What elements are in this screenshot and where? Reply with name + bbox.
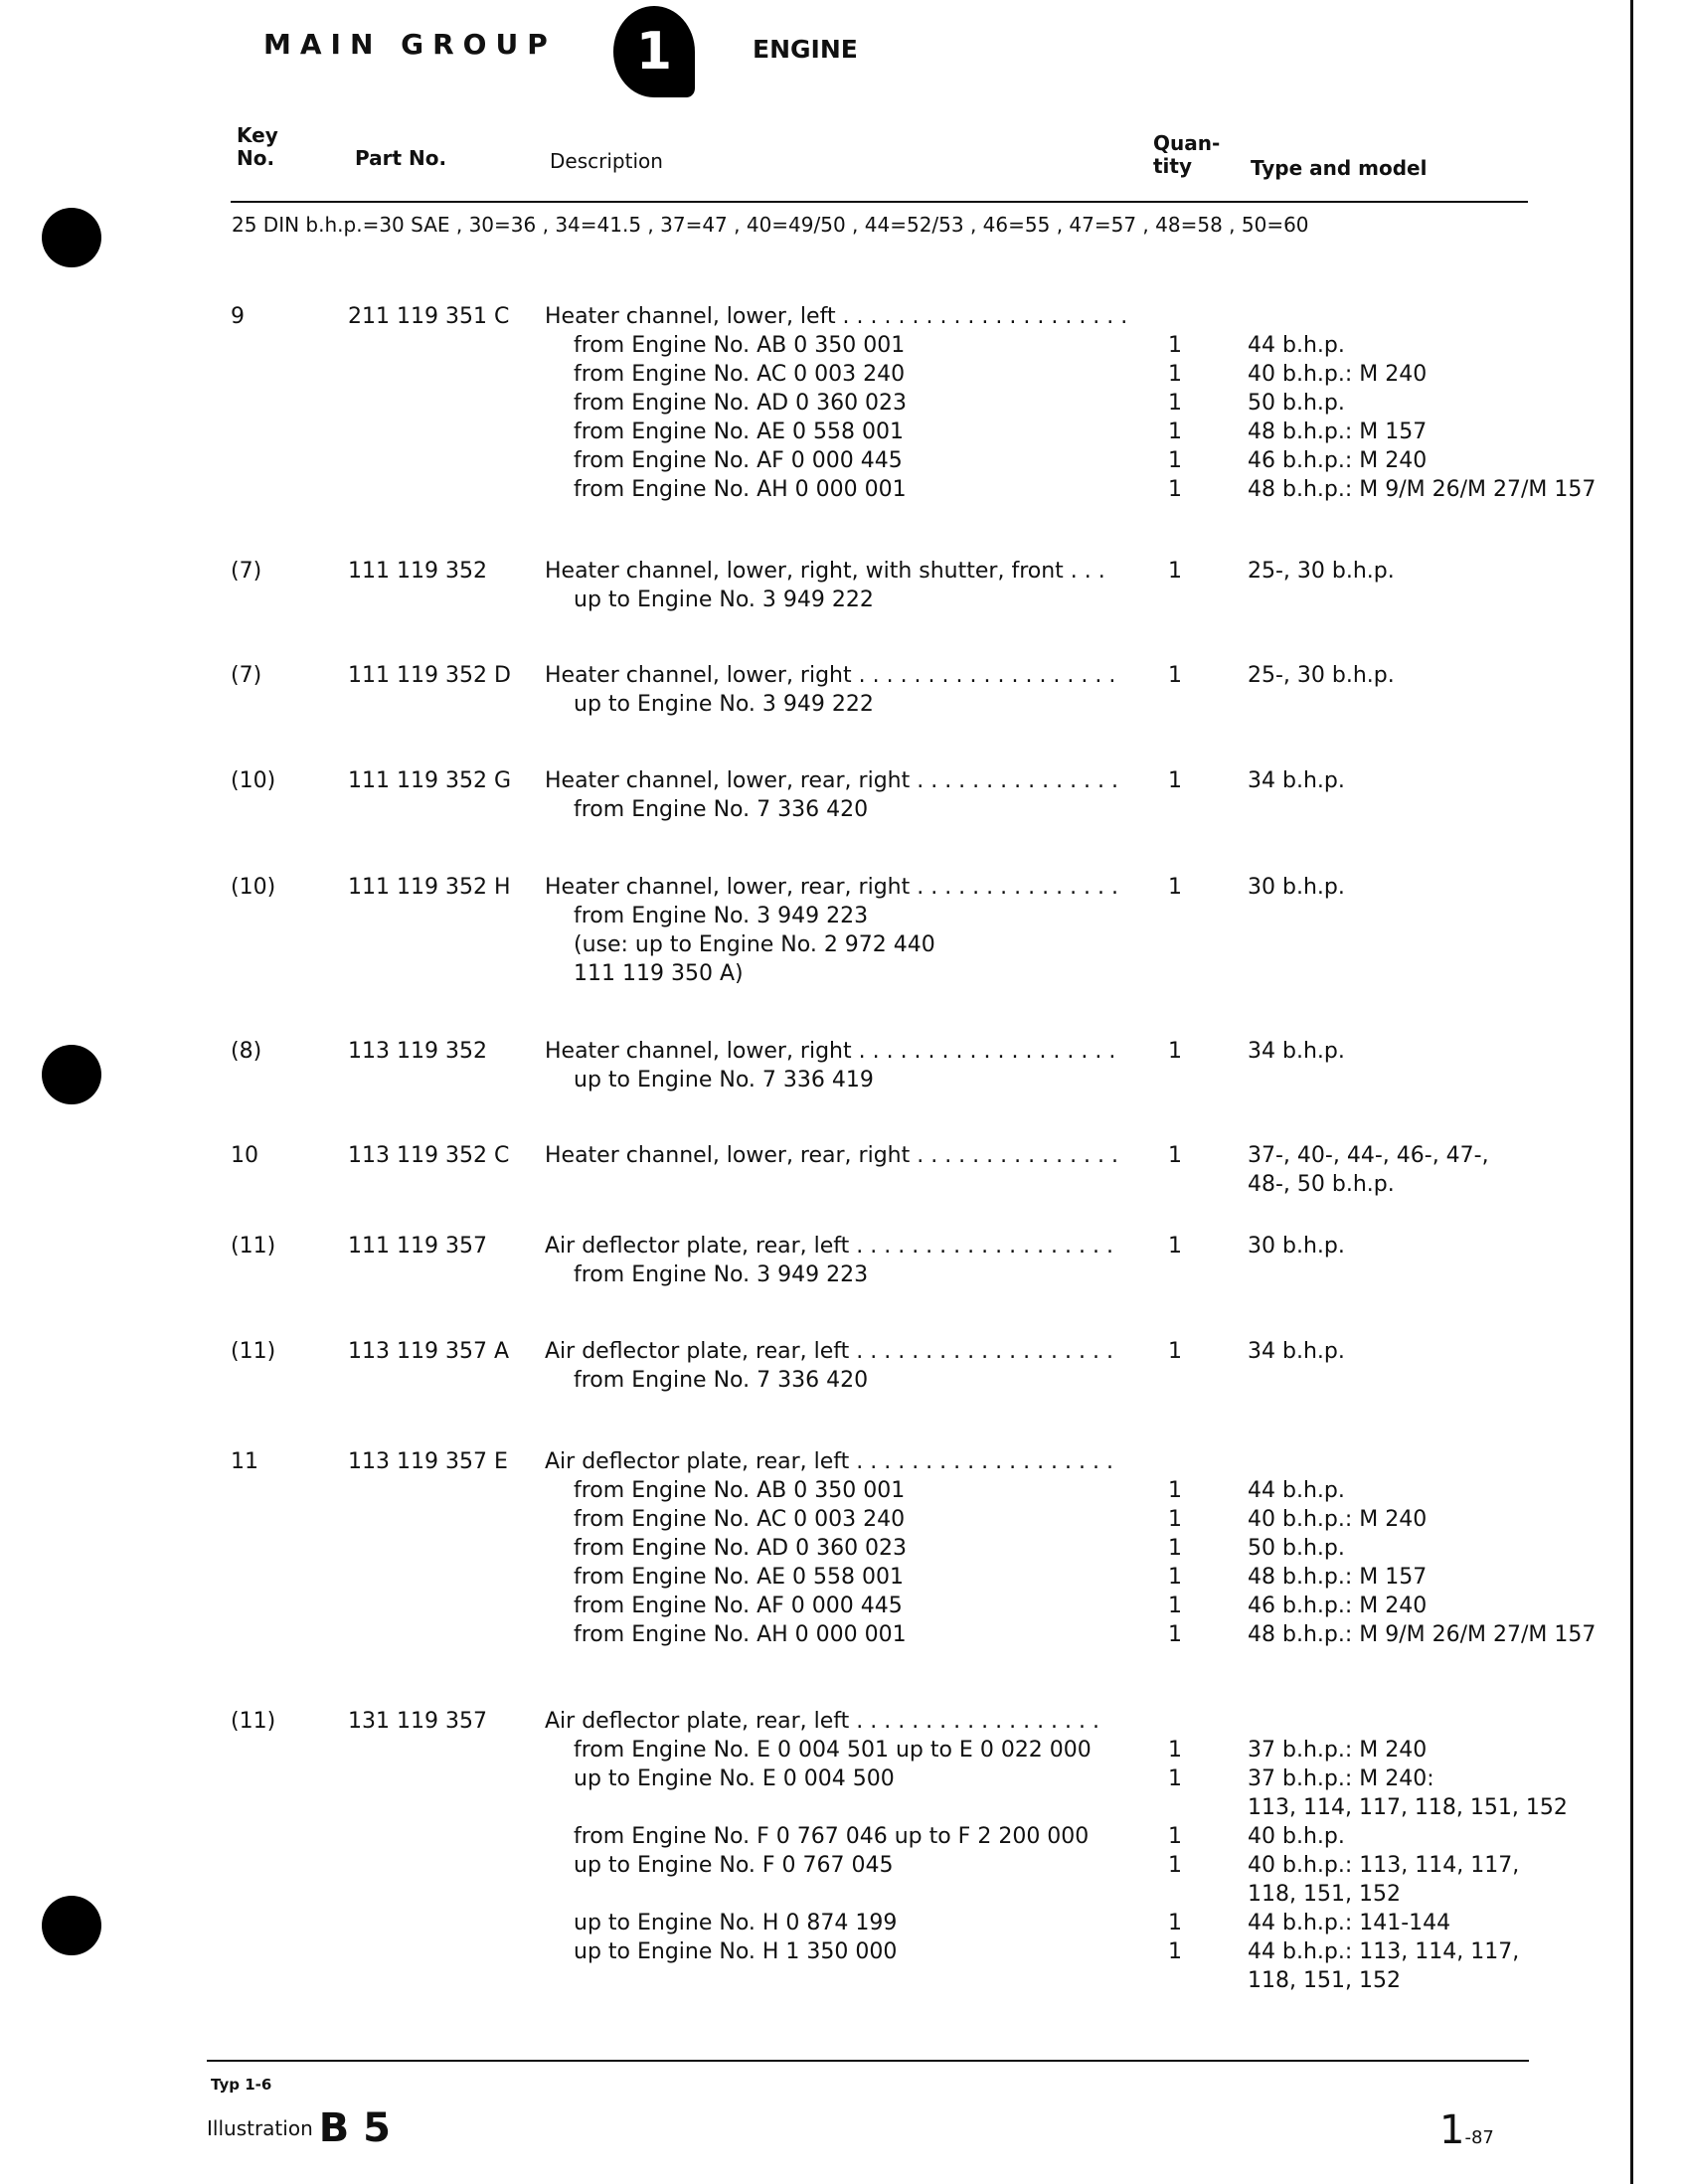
- part-no: 111 119 352 H: [348, 875, 511, 900]
- entry-row: [0, 333, 1683, 362]
- entry-row: [0, 1262, 1683, 1291]
- part-entry: [0, 1339, 1683, 1397]
- description: from Engine No. AF 0 000 445: [574, 448, 903, 473]
- type-model: 44 b.h.p.: 141-144: [1248, 1911, 1451, 1935]
- entry-row: [0, 1709, 1683, 1738]
- quantity: 1: [1168, 333, 1182, 358]
- type-model: 25-, 30 b.h.p.: [1248, 559, 1395, 584]
- entry-row: [0, 304, 1683, 333]
- part-no: 131 119 357: [348, 1709, 487, 1734]
- part-entry: [0, 559, 1683, 616]
- type-model: 40 b.h.p.: M 240: [1248, 362, 1428, 387]
- quantity: 1: [1168, 1594, 1182, 1618]
- quantity: 1: [1168, 768, 1182, 793]
- page-number: 1-87: [1439, 2107, 1494, 2153]
- quantity: 1: [1168, 1939, 1182, 1964]
- entry-row: [0, 1968, 1683, 1997]
- type-model: 37-, 40-, 44-, 46-, 47-,: [1248, 1143, 1489, 1168]
- part-no: 113 119 352 C: [348, 1143, 510, 1168]
- entry-row: [0, 1039, 1683, 1068]
- description: from Engine No. 7 336 420: [574, 1368, 869, 1393]
- group-number-badge: 1: [613, 6, 695, 97]
- quantity: 1: [1168, 448, 1182, 473]
- part-no: 111 119 352 G: [348, 768, 512, 793]
- key-no: (10): [231, 768, 276, 793]
- description: up to Engine No. H 0 874 199: [574, 1911, 898, 1935]
- quantity: 1: [1168, 1853, 1182, 1878]
- main-group-title: MAIN GROUP: [263, 28, 557, 61]
- quantity: 1: [1168, 875, 1182, 900]
- description: up to Engine No. H 1 350 000: [574, 1939, 898, 1964]
- quantity: 1: [1168, 1622, 1182, 1647]
- entry-row: [0, 1565, 1683, 1594]
- type-model: 40 b.h.p.: [1248, 1824, 1345, 1849]
- part-entry: [0, 1039, 1683, 1096]
- type-model: 50 b.h.p.: [1248, 391, 1345, 416]
- description: from Engine No. 7 336 420: [574, 797, 869, 822]
- illustration-code: B 5: [318, 2105, 391, 2151]
- description: 111 119 350 A): [574, 961, 744, 986]
- type-model: 34 b.h.p.: [1248, 1339, 1345, 1364]
- type-model: 44 b.h.p.: [1248, 333, 1345, 358]
- entry-row: [0, 1939, 1683, 1968]
- type-model: 48 b.h.p.: M 9/M 26/M 27/M 157: [1248, 477, 1597, 502]
- footer-rule: [207, 2060, 1529, 2062]
- entry-row: [0, 559, 1683, 588]
- description: from Engine No. 3 949 223: [574, 904, 869, 928]
- quantity: 1: [1168, 1339, 1182, 1364]
- description: Heater channel, lower, rear, right . . . . . . . . . . . . . . .: [545, 1143, 1119, 1168]
- col-quantity: Quan- tity: [1153, 131, 1221, 178]
- key-no: 11: [231, 1449, 258, 1474]
- key-no: (11): [231, 1709, 276, 1734]
- entry-row: [0, 362, 1683, 391]
- description: up to Engine No. E 0 004 500: [574, 1766, 895, 1791]
- entry-row: [0, 1594, 1683, 1622]
- entry-row: [0, 1449, 1683, 1478]
- entry-row: [0, 1368, 1683, 1397]
- type-model: 44 b.h.p.: [1248, 1478, 1345, 1503]
- entry-row: [0, 663, 1683, 692]
- description: from Engine No. AE 0 558 001: [574, 420, 905, 444]
- entry-row: [0, 448, 1683, 477]
- part-no: 113 119 352: [348, 1039, 487, 1064]
- entry-row: [0, 391, 1683, 420]
- part-no: 111 119 352 D: [348, 663, 511, 688]
- key-no: (7): [231, 663, 262, 688]
- col-description: Description: [550, 149, 663, 173]
- type-model: 50 b.h.p.: [1248, 1536, 1345, 1561]
- type-model: 113, 114, 117, 118, 151, 152: [1248, 1795, 1568, 1820]
- entry-row: [0, 1536, 1683, 1565]
- description: Heater channel, lower, right . . . . . . . . . . . . . . . . . . .: [545, 1039, 1116, 1064]
- quantity: 1: [1168, 1478, 1182, 1503]
- col-type-model: Type and model: [1251, 156, 1428, 180]
- description: (use: up to Engine No. 2 972 440: [574, 932, 935, 957]
- description: from Engine No. E 0 004 501 up to E 0 022 000: [574, 1738, 1092, 1763]
- description: Heater channel, lower, rear, right . . . . . . . . . . . . . . .: [545, 875, 1119, 900]
- key-no: (7): [231, 559, 262, 584]
- entry-row: [0, 904, 1683, 932]
- description: from Engine No. AB 0 350 001: [574, 1478, 906, 1503]
- quantity: 1: [1168, 1738, 1182, 1763]
- entry-row: [0, 1738, 1683, 1766]
- part-entry: [0, 304, 1683, 506]
- description: from Engine No. AD 0 360 023: [574, 1536, 908, 1561]
- entry-row: [0, 420, 1683, 448]
- type-model: 48 b.h.p.: M 157: [1248, 420, 1428, 444]
- entry-row: [0, 875, 1683, 904]
- description: Heater channel, lower, right, with shutter, front . . .: [545, 559, 1105, 584]
- key-no: 10: [231, 1143, 258, 1168]
- quantity: 1: [1168, 1824, 1182, 1849]
- entry-row: [0, 1795, 1683, 1824]
- entry-row: [0, 1824, 1683, 1853]
- key-no: 9: [231, 304, 245, 329]
- key-no: (11): [231, 1234, 276, 1259]
- part-no: 111 119 352: [348, 559, 487, 584]
- description: Air deflector plate, rear, left . . . . . . . . . . . . . . . . . . .: [545, 1449, 1113, 1474]
- entry-row: [0, 1143, 1683, 1172]
- entry-row: [0, 1507, 1683, 1536]
- quantity: 1: [1168, 362, 1182, 387]
- punch-hole: [42, 208, 101, 267]
- type-model: 37 b.h.p.: M 240: [1248, 1738, 1428, 1763]
- quantity: 1: [1168, 1565, 1182, 1590]
- description: Air deflector plate, rear, left . . . . . . . . . . . . . . . . . . .: [545, 1339, 1113, 1364]
- type-model: 48-, 50 b.h.p.: [1248, 1172, 1395, 1197]
- part-entry: [0, 1143, 1683, 1201]
- part-no: 211 119 351 C: [348, 304, 510, 329]
- description: up to Engine No. 3 949 222: [574, 588, 874, 612]
- quantity: 1: [1168, 1143, 1182, 1168]
- quantity: 1: [1168, 477, 1182, 502]
- quantity: 1: [1168, 1039, 1182, 1064]
- entry-row: [0, 692, 1683, 721]
- type-model: 46 b.h.p.: M 240: [1248, 1594, 1428, 1618]
- header-rule: [231, 201, 1528, 203]
- quantity: 1: [1168, 420, 1182, 444]
- quantity: 1: [1168, 1507, 1182, 1532]
- part-entry: [0, 768, 1683, 826]
- part-no: 113 119 357 A: [348, 1339, 510, 1364]
- type-model: 118, 151, 152: [1248, 1968, 1401, 1993]
- entry-row: [0, 1234, 1683, 1262]
- type-model: 48 b.h.p.: M 9/M 26/M 27/M 157: [1248, 1622, 1597, 1647]
- quantity: 1: [1168, 1766, 1182, 1791]
- description: Heater channel, lower, rear, right . . . . . . . . . . . . . . .: [545, 768, 1119, 793]
- entry-row: [0, 932, 1683, 961]
- entry-row: [0, 961, 1683, 990]
- description: up to Engine No. 7 336 419: [574, 1068, 874, 1092]
- part-entry: [0, 1449, 1683, 1651]
- description: from Engine No. AE 0 558 001: [574, 1565, 905, 1590]
- part-entry: [0, 1709, 1683, 1997]
- type-model: 46 b.h.p.: M 240: [1248, 448, 1428, 473]
- quantity: 1: [1168, 663, 1182, 688]
- description: from Engine No. AB 0 350 001: [574, 333, 906, 358]
- entry-row: [0, 797, 1683, 826]
- quantity: 1: [1168, 1911, 1182, 1935]
- entry-row: [0, 588, 1683, 616]
- quantity: 1: [1168, 1234, 1182, 1259]
- entry-row: [0, 1478, 1683, 1507]
- entry-row: [0, 1068, 1683, 1096]
- entry-row: [0, 1911, 1683, 1939]
- key-no: (8): [231, 1039, 262, 1064]
- illustration-ref: Illustration B 5: [207, 2105, 391, 2151]
- type-model: 40 b.h.p.: M 240: [1248, 1507, 1428, 1532]
- quantity: 1: [1168, 391, 1182, 416]
- key-no: (10): [231, 875, 276, 900]
- key-no: (11): [231, 1339, 276, 1364]
- col-key-no: Key No.: [237, 123, 278, 170]
- entry-row: [0, 1339, 1683, 1368]
- entry-row: [0, 1882, 1683, 1911]
- description: from Engine No. AF 0 000 445: [574, 1594, 903, 1618]
- type-model: 34 b.h.p.: [1248, 1039, 1345, 1064]
- description: Air deflector plate, rear, left . . . . . . . . . . . . . . . . . . .: [545, 1234, 1113, 1259]
- quantity: 1: [1168, 1536, 1182, 1561]
- type-model: 37 b.h.p.: M 240:: [1248, 1766, 1434, 1791]
- description: from Engine No. AC 0 003 240: [574, 362, 906, 387]
- description: from Engine No. AH 0 000 001: [574, 477, 907, 502]
- description: up to Engine No. F 0 767 045: [574, 1853, 894, 1878]
- part-entry: [0, 663, 1683, 721]
- section-title: ENGINE: [753, 35, 858, 64]
- type-model: 34 b.h.p.: [1248, 768, 1345, 793]
- description: up to Engine No. 3 949 222: [574, 692, 874, 717]
- part-no: 113 119 357 E: [348, 1449, 508, 1474]
- description: from Engine No. AH 0 000 001: [574, 1622, 907, 1647]
- quantity: 1: [1168, 559, 1182, 584]
- part-no: 111 119 357: [348, 1234, 487, 1259]
- description: Air deflector plate, rear, left . . . . . . . . . . . . . . . . . .: [545, 1709, 1100, 1734]
- description: Heater channel, lower, left . . . . . . . . . . . . . . . . . . . . .: [545, 304, 1128, 329]
- description: Heater channel, lower, right . . . . . . . . . . . . . . . . . . .: [545, 663, 1116, 688]
- type-model: 25-, 30 b.h.p.: [1248, 663, 1395, 688]
- part-entry: [0, 1234, 1683, 1291]
- type-model: 48 b.h.p.: M 157: [1248, 1565, 1428, 1590]
- entry-row: [0, 768, 1683, 797]
- entry-row: [0, 1622, 1683, 1651]
- entry-row: [0, 477, 1683, 506]
- type-model: 118, 151, 152: [1248, 1882, 1401, 1907]
- entry-row: [0, 1766, 1683, 1795]
- type-model: 40 b.h.p.: 113, 114, 117,: [1248, 1853, 1520, 1878]
- entry-row: [0, 1172, 1683, 1201]
- din-conversion-note: 25 DIN b.h.p.=30 SAE , 30=36 , 34=41.5 , 37=47 , 40=49/50 , 44=52/53 , 46=55 , 47=57 , 48=58 , 50=60: [232, 213, 1309, 237]
- type-model: 44 b.h.p.: 113, 114, 117,: [1248, 1939, 1520, 1964]
- description: from Engine No. AC 0 003 240: [574, 1507, 906, 1532]
- description: from Engine No. AD 0 360 023: [574, 391, 908, 416]
- entry-row: [0, 1853, 1683, 1882]
- description: from Engine No. F 0 767 046 up to F 2 200 000: [574, 1824, 1090, 1849]
- col-part-no: Part No.: [355, 146, 447, 170]
- type-model: 30 b.h.p.: [1248, 875, 1345, 900]
- description: from Engine No. 3 949 223: [574, 1262, 869, 1287]
- model-type: Typ 1-6: [211, 2076, 272, 2094]
- type-model: 30 b.h.p.: [1248, 1234, 1345, 1259]
- part-entry: [0, 875, 1683, 990]
